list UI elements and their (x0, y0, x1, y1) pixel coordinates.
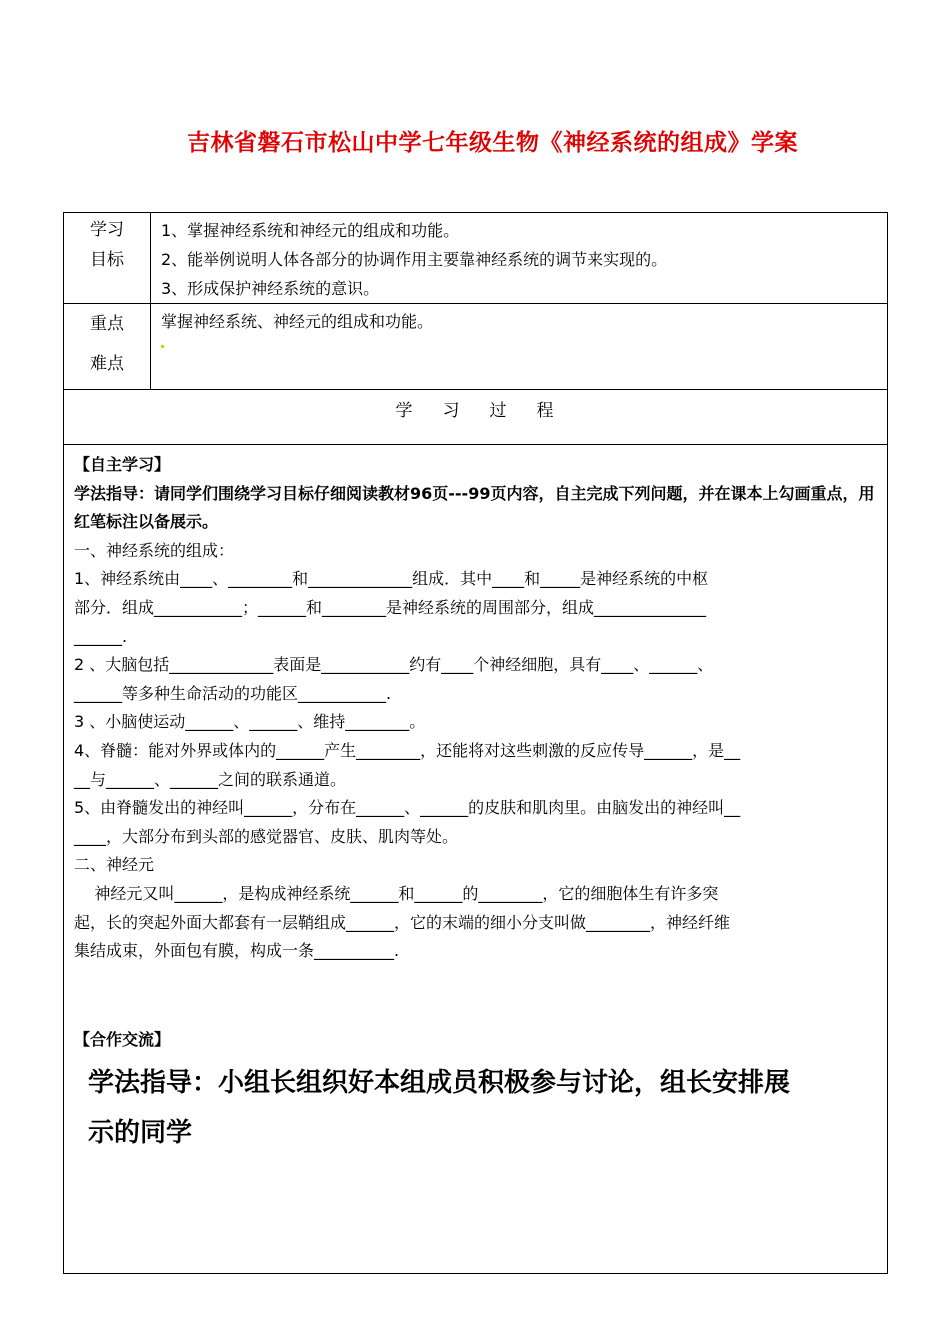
question-1-line2: 部分．组成___________；______和________是神经系统的周围部分，组成______________ (74, 597, 707, 617)
objectives-label-line2: 目标 (90, 250, 124, 270)
neuron-line2: 起，长的突起外面大都套有一层鞘组成______，它的末端的细小分支叫做________，神经纤维 (74, 912, 731, 932)
question-3: 3 、小脑使运动______、______、维持________。 (74, 712, 426, 732)
objective-item: 2、能举例说明人体各部分的协调作用主要靠神经系统的调节来实现的。 (161, 250, 668, 269)
content-row (64, 445, 888, 1274)
neuron-line3: 集结成束，外面包有膜，构成一条__________. (74, 941, 400, 961)
objective-item: 3、形成保护神经系统的意识。 (161, 279, 380, 298)
self-study-heading: 【自主学习】 (74, 455, 171, 474)
key-points-row (64, 304, 888, 390)
process-heading: 学习过程 (64, 390, 888, 445)
objective-item: 1、掌握神经系统和神经元的组成和功能。 (161, 221, 460, 240)
artifact-dot (161, 345, 164, 348)
question-5-line1: 5、由脊髓发出的神经叫______，分布在______、______的皮肤和肌肉里。由脑发出的神经叫__ (74, 798, 741, 818)
section1-title: 一、神经系统的组成： (74, 540, 235, 560)
study-content (64, 445, 888, 1274)
objectives-content (151, 213, 888, 304)
worksheet-table (63, 212, 888, 1274)
self-study-guide: 学法指导：请同学们围绕学习目标仔细阅读教材96页---99页内容，自主完成下列问题，并在课本上勾画重点，用红笔标注以备展示。 (74, 483, 875, 532)
section2-title: 二、神经元 (74, 855, 155, 875)
key-points-content (151, 304, 888, 390)
cooperation-guide-line2: 示的同学 (88, 1118, 193, 1149)
key-points-label-line2: 难点 (90, 354, 124, 374)
cooperation-guide-line1: 学法指导：小组长组织好本组成员积极参与讨论，组长安排展 (88, 1068, 791, 1099)
question-4-line1: 4、脊髓：能对外界或体内的______产生________，还能将对这些刺激的反应传导______，是__ (74, 740, 741, 760)
question-1-line3: ______. (74, 626, 128, 646)
cooperation-heading: 【合作交流】 (74, 1029, 171, 1049)
key-points-label-line1: 重点 (90, 314, 124, 334)
question-1-line1: 1、神经系统由____、________和_____________组成．其中____和_____是神经系统的中枢 (74, 569, 709, 589)
page-title: 吉林省磐石市松山中学七年级生物《神经系统的组成》学案 (187, 130, 798, 156)
process-row (64, 390, 888, 445)
neuron-line1: 神经元又叫______，是构成神经系统______和______的________，它的细胞体生有许多突 (74, 883, 719, 903)
objectives-label-line1: 学习 (90, 220, 124, 240)
question-4-line2: __与______、______之间的联系通道。 (74, 769, 347, 789)
question-5-line2: ____，大部分布到头部的感觉器官、皮肤、肌肉等处。 (74, 826, 459, 846)
key-points-label (64, 304, 151, 390)
key-points-text: 掌握神经系统、神经元的组成和功能。 (161, 312, 434, 331)
objectives-label (64, 213, 151, 304)
question-2-line2: ______等多种生命活动的功能区___________. (74, 683, 392, 703)
question-2-line1: 2 、大脑包括_____________表面是___________约有____个神经细胞，具有____、______、 (74, 655, 714, 675)
cooperation-guide (74, 1058, 877, 1158)
objectives-row (64, 213, 888, 304)
